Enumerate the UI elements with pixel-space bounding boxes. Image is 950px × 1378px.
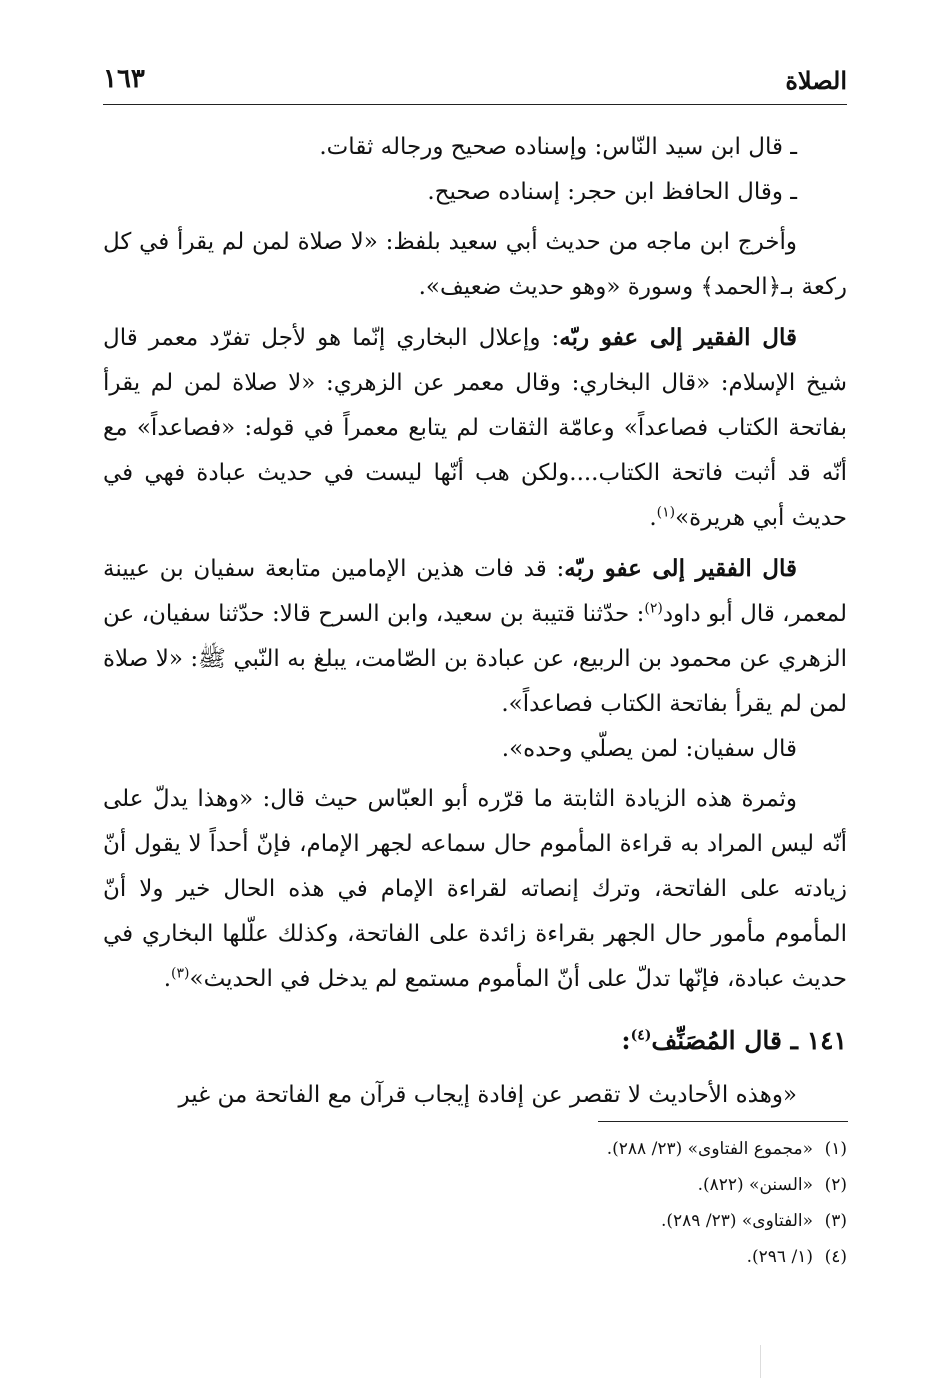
paragraph-abu-al-abbas: [103, 777, 847, 1002]
footnote-3: [103, 1203, 847, 1239]
author-lead: قال الفقير إلى عفو ربّه: [564, 555, 797, 582]
section-heading-141: [103, 1018, 847, 1063]
footnote-ref-4[interactable]: (٤): [630, 1027, 652, 1044]
running-title: الصلاة: [785, 66, 847, 95]
footnote-number: (٣): [824, 1211, 847, 1231]
footnote-ref-1[interactable]: (١): [656, 504, 676, 521]
footnote-text: «مجموع الفتاوى» (٢٣/ ٢٨٨).: [606, 1139, 813, 1159]
footnotes: [103, 1131, 847, 1275]
footnote-4: [103, 1239, 847, 1275]
paragraph-text: : قد فات هذين الإمامين متابعة سفيان بن عيينة لمعمر، قال أبو داود: [103, 556, 847, 627]
paragraph-end: .: [163, 966, 172, 992]
paragraph-end: .: [649, 505, 657, 531]
footnote-1: [103, 1131, 847, 1167]
footnote-2: [103, 1167, 847, 1203]
footnote-separator: [598, 1121, 848, 1122]
quote-line-ibn-hajar: ـ وقال الحافظ ابن حجر: إسناده صحيح.: [427, 179, 797, 205]
header-rule: [103, 104, 847, 105]
footnote-number: (١): [824, 1139, 847, 1159]
footnote-text: «السنن» (٨٢٢).: [697, 1175, 813, 1195]
author-lead: قال الفقير إلى عفو ربّه: [559, 324, 797, 351]
quote-line-ibn-sayyid: ـ قال ابن سيد النّاس: وإسناده صحيح ورجاله ثقات.: [319, 134, 797, 160]
footnote-ref-3[interactable]: (٣): [171, 965, 190, 982]
heading-end: :: [621, 1026, 631, 1055]
paragraph-ibn-majah: وأخرج ابن ماجه من حديث أبي سعيد بلفظ: «لا صلاة لمن لم يقرأ في كل ركعة بـ﴿الحمد﴾ وسورة «وهو حديث ضعيف».: [103, 229, 847, 300]
footnote-text: «الفتاوى» (٢٣/ ٢٨٩).: [660, 1211, 813, 1231]
paragraph-bukhari-illah: [103, 315, 847, 541]
footnote-number: (٤): [824, 1247, 847, 1267]
paragraph-text: : حدّثنا قتيبة بن سعيد، وابن السرح قالا: حدّثنا سفيان، عن الزهري عن محمود بن الربيع، عن عبادة بن الصّامت، يبلغ به النّبي ﷺ: «لا صلاة لمن لم يقرأ بفاتحة الكتاب فصاعداً».: [103, 601, 847, 717]
paragraph-text: وثمرة هذه الزيادة الثابتة ما قرّره أبو العبّاس حيث قال: «وهذا يدلّ على أنّه ليس المراد به قراءة المأموم حال سماعه لجهر الإمام، فإنّ أحداً لا يقول أنّ زيادته على الفاتحة، وترك إنصاته لقراءة الإمام في هذه الحال خير ولا أنّ المأموم مأمور حال الجهر بقراءة زائدة على الفاتحة، وكذلك علّلها البخاري في حديث عبادة، فإنّها تدلّ على أنّ المأموم مستمع لم يدخل في الحديث»: [103, 786, 847, 992]
page-number: ١٦٣: [103, 64, 145, 94]
scan-margin-line: [760, 1345, 761, 1378]
footnote-number: (٢): [824, 1175, 847, 1195]
page-header: [103, 60, 847, 100]
paragraph-musannif-quote: «وهذه الأحاديث لا تقصر عن إفادة إيجاب قرآن مع الفاتحة من غير: [178, 1082, 797, 1108]
paragraph-text: : وإعلال البخاري إنّما هو لأجل تفرّد معمر قال شيخ الإسلام: «قال البخاري: وقال معمر عن الزهري: «لا صلاة لمن لم يقرأ بفاتحة الكتاب فصاعداً» وعامّة الثقات لم يتابع معمراً في قوله: «فصاعداً» مع أنّه قد أثبت فاتحة الكتاب....ولكن هب أنّها ليست في حديث عبادة فهي في حديث أبي هريرة»: [103, 325, 847, 531]
footnote-text: (١/ ٢٩٦).: [746, 1247, 813, 1267]
footnote-ref-2[interactable]: (٢): [644, 600, 663, 617]
heading-text: ١٤١ ـ قال المُصَنِّف: [651, 1026, 847, 1055]
main-text: [103, 125, 847, 1118]
paragraph-sufyan-mutabaa: [103, 546, 847, 727]
paragraph-sufyan-said: قال سفيان: لمن يصلّي وحده».: [501, 736, 797, 762]
